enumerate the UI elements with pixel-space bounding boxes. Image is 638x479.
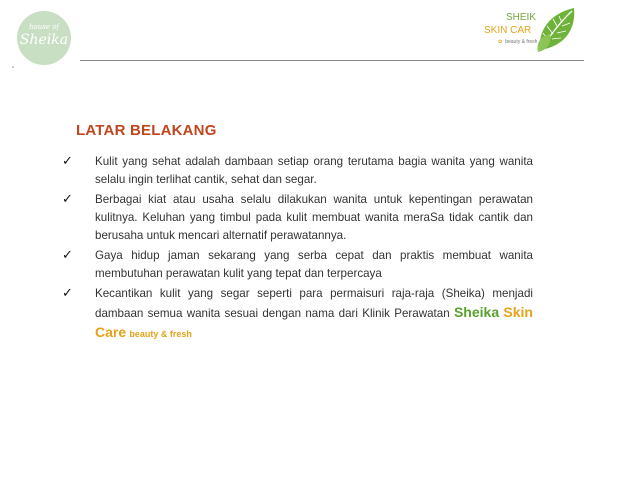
checkmark-icon: ✓ [62,248,73,263]
list-item [62,153,533,189]
swirl-icon: ✿ [498,39,503,45]
logo-big-text: Sheika [19,32,69,48]
checkmark-icon: ✓ [62,286,73,301]
list-item [62,247,533,283]
section-heading: LATAR BELAKANG [76,122,217,139]
bullet-list [62,153,533,345]
bullet-text: Berbagai kiat atau usaha selalu dilakukan wanita untuk kepentingan perawatan kulitnya. Keluhan yang timbul pada kulit membuat wanita meraSa tidak cantik dan berusaha untuk mencari alternatif perawatannya. [95,193,533,242]
brand-line-1: SHEIK [505,12,536,23]
list-item [62,285,533,343]
brand-tagline: ✿ beauty & fresh [498,39,538,45]
list-item [62,191,533,245]
brand-name-sheika: Sheika [453,304,500,320]
bullet-text: Kecantikan kulit yang segar seperti para permaisuri raja-raja (Sheika) menjadi dambaan semua wanita sesuai dengan nama dari Klinik Perawatan Sheika Skin Care beauty & fresh [95,287,533,340]
brand-name-skin-care: Skin Care [95,304,533,340]
bullet-text: Kulit yang sehat adalah dambaan setiap orang terutama bagia wanita yang wanita selalu ingin terlihat cantik, sehat dan segar. [95,155,533,186]
brand-line-2: SKIN CAR [484,25,532,36]
checkmark-icon: ✓ [62,192,73,207]
checkmark-icon: ✓ [62,154,73,169]
header-divider [80,60,584,61]
bullet-text: Gaya hidup jaman sekarang yang serba cepat dan praktis membuat wanita membutuhan perawatan kulit yang tepat dan terpercaya [95,249,533,280]
brand-tagline-inline: beauty & fresh [129,329,192,339]
decorative-dot [12,66,14,68]
leaf-icon [536,6,578,54]
logo-small-text: house of [29,23,59,31]
house-of-sheika-logo [17,11,71,65]
